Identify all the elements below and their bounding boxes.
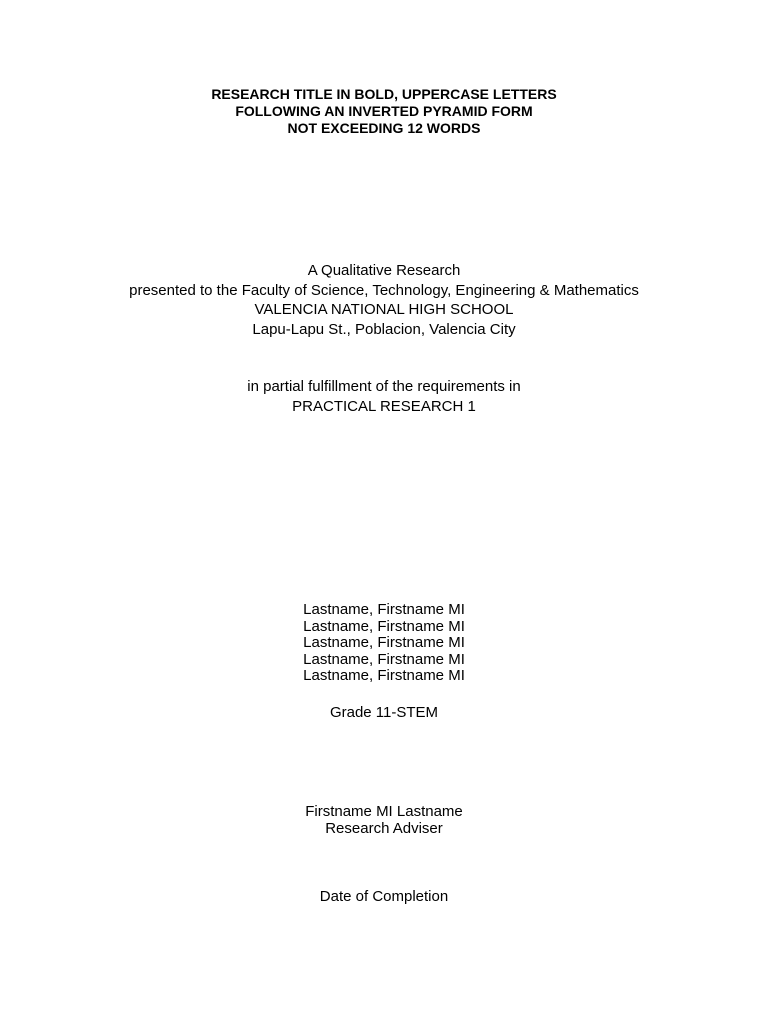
author-name: Lastname, Firstname MI xyxy=(303,667,465,685)
author-name: Lastname, Firstname MI xyxy=(303,617,465,635)
adviser-name: Firstname MI Lastname xyxy=(305,803,463,820)
school-name: VALENCIA NATIONAL HIGH SCHOOL xyxy=(254,301,514,318)
fulfillment-text: in partial fulfillment of the requirements in xyxy=(247,378,521,395)
research-title xyxy=(0,86,768,137)
subject-name: PRACTICAL RESEARCH 1 xyxy=(292,397,476,415)
author-name: Lastname, Firstname MI xyxy=(303,634,465,652)
grade-text: Grade 11-STEM xyxy=(329,704,439,721)
grade-level xyxy=(0,703,768,722)
author-name: Lastname, Firstname MI xyxy=(303,601,465,618)
title-line-2: FOLLOWING AN INVERTED PYRAMID FORM xyxy=(235,103,533,119)
completion-date xyxy=(0,887,768,906)
school-address: Lapu-Lapu St., Poblacion, Valencia City xyxy=(252,320,516,338)
adviser-role: Research Adviser xyxy=(325,819,443,837)
fulfillment-block xyxy=(0,377,768,416)
title-line-1: RESEARCH TITLE IN BOLD, UPPERCASE LETTERS xyxy=(211,86,557,102)
completion-text: Date of Completion xyxy=(319,888,449,905)
author-name: Lastname, Firstname MI xyxy=(303,650,465,668)
adviser-block xyxy=(0,804,768,837)
research-type: A Qualitative Research xyxy=(307,262,461,279)
title-line-3: NOT EXCEEDING 12 WORDS xyxy=(287,120,481,136)
presented-to: presented to the Faculty of Science, Technology, Engineering & Mathematics xyxy=(129,281,639,299)
presentation-block xyxy=(0,261,768,339)
authors-list xyxy=(0,602,768,685)
